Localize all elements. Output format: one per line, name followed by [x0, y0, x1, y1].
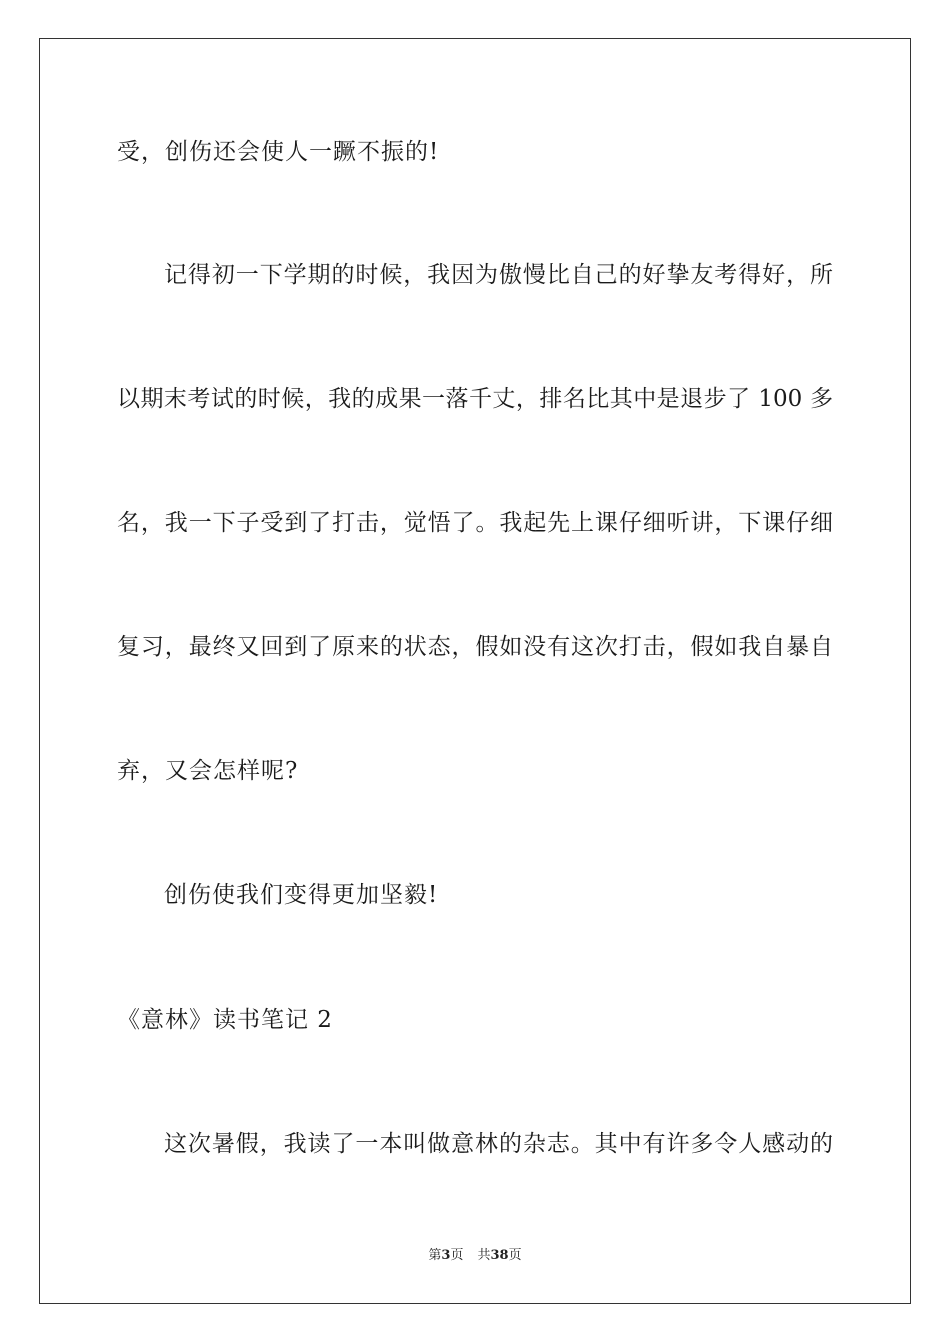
footer-page-suffix: 页 [450, 1248, 464, 1263]
text-line-6: 弃，又会怎样呢? [117, 758, 299, 784]
page-border [39, 38, 911, 1304]
text-line-4: 名，我一下子受到了打击，觉悟了。我起先上课仔细听讲，下课仔细 [117, 510, 833, 536]
section-heading: 《意林》读书笔记 2 [117, 1007, 333, 1033]
text-line-3: 以期末考试的时候，我的成果一落千丈，排名比其中是退步了 100 多 [117, 386, 833, 412]
page-footer [0, 1247, 950, 1265]
text-line-2: 记得初一下学期的时候，我因为傲慢比自己的好挚友考得好，所 [164, 262, 833, 288]
text-line-1: 受，创伤还会使人一蹶不振的! [117, 139, 440, 165]
text-line-5: 复习，最终又回到了原来的状态，假如没有这次打击，假如我自暴自 [117, 634, 833, 660]
footer-total-pages: 38 [490, 1248, 509, 1263]
text-line-7: 创伤使我们变得更加坚毅! [164, 882, 439, 908]
footer-total-suffix: 页 [508, 1248, 522, 1263]
footer-page-prefix: 第 [428, 1248, 442, 1263]
footer-total-prefix: 共 [477, 1248, 491, 1263]
text-line-8: 这次暑假，我读了一本叫做意林的杂志。其中有许多令人感动的 [164, 1131, 833, 1157]
footer-page-number: 3 [441, 1248, 451, 1263]
